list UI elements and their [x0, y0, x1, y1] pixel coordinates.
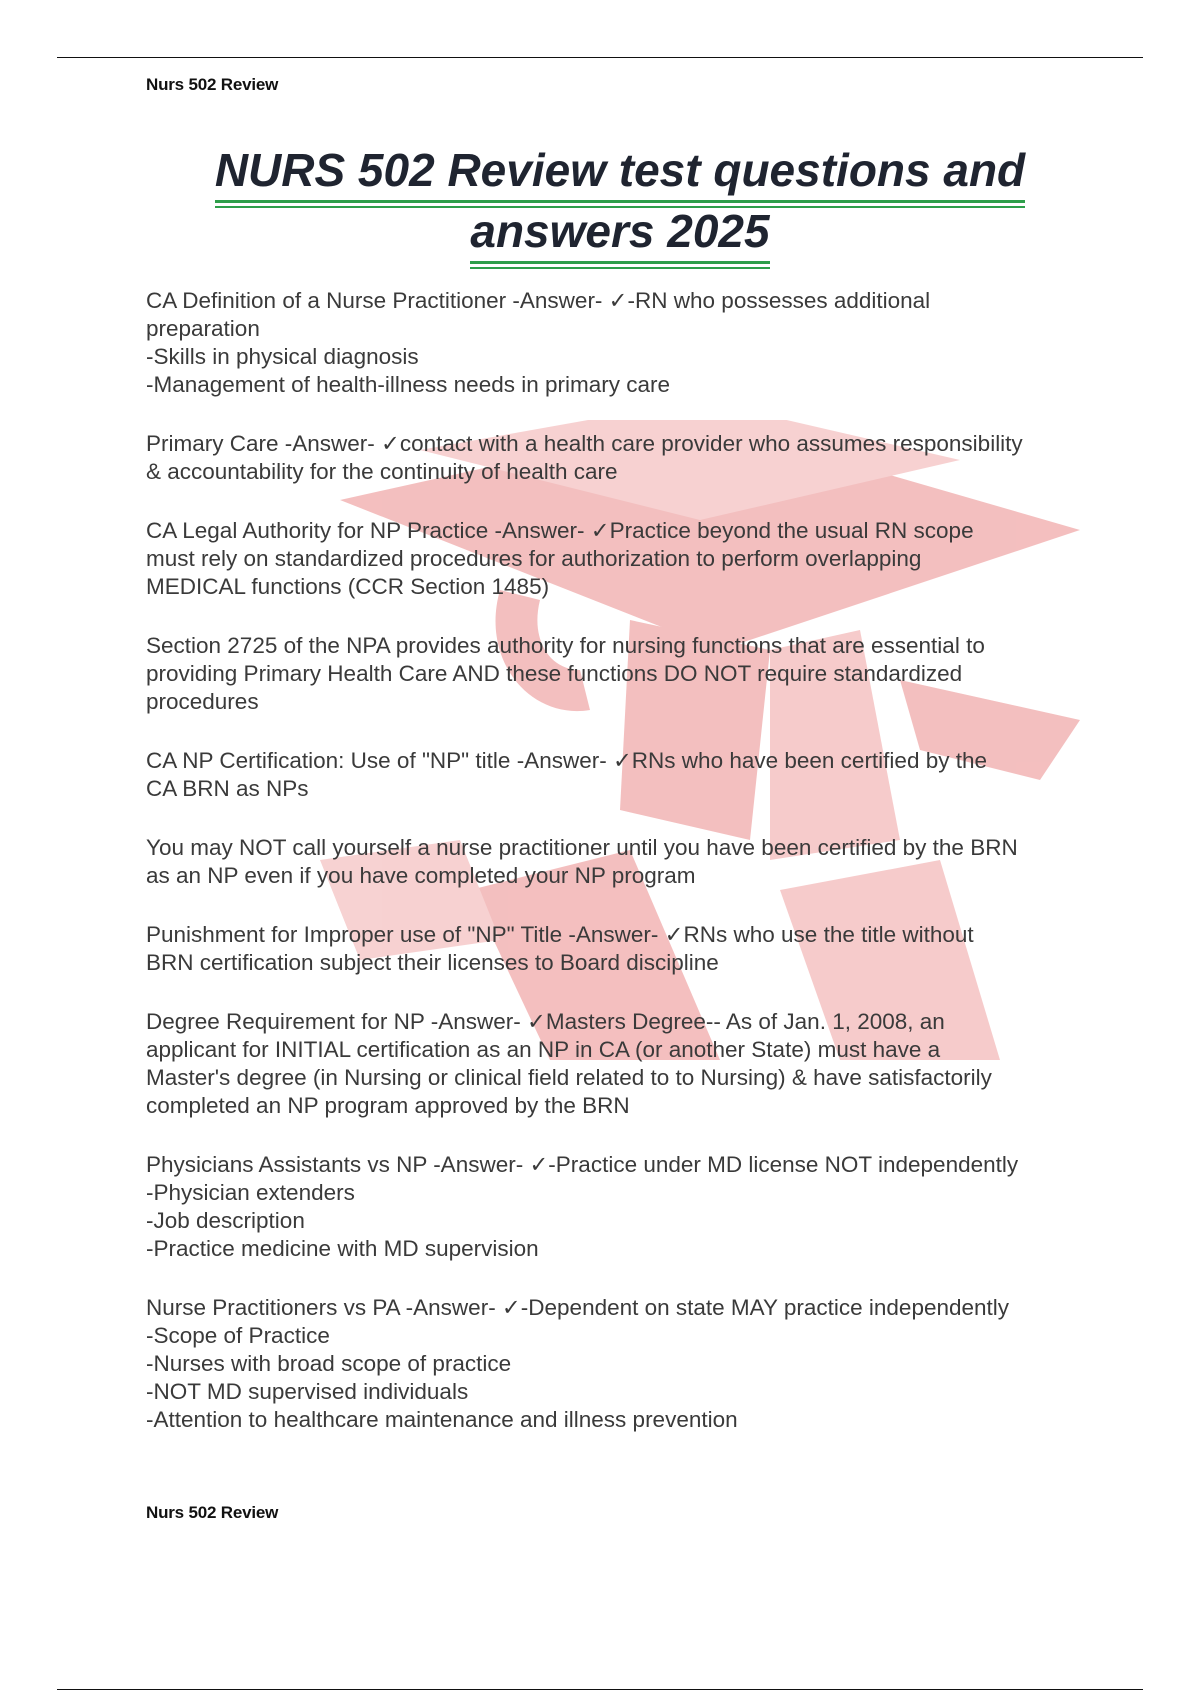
qa-entry [146, 834, 1096, 890]
qa-line: You may NOT call yourself a nurse practitioner until you have been certified by the BRN [146, 835, 1018, 860]
qa-entry [146, 632, 1096, 716]
qa-line: -Scope of Practice [146, 1323, 330, 1348]
qa-line: CA Definition of a Nurse Practitioner -Answer- ✓-RN who possesses additional [146, 288, 931, 313]
qa-entry [146, 921, 1096, 977]
qa-line: CA BRN as NPs [146, 776, 309, 801]
title-line-1: NURS 502 Review test questions and [215, 142, 1025, 203]
qa-entry [146, 1008, 1096, 1120]
qa-line: CA NP Certification: Use of "NP" title -Answer- ✓RNs who have been certified by the [146, 748, 988, 773]
qa-entry [146, 1151, 1096, 1263]
qa-line: Nurse Practitioners vs PA -Answer- ✓-Dependent on state MAY practice independently [146, 1295, 1010, 1320]
running-footer: Nurs 502 Review [146, 1503, 279, 1522]
title-line-2: answers 2025 [470, 203, 769, 264]
qa-line: preparation [146, 316, 260, 341]
qa-line: Degree Requirement for NP -Answer- ✓Masters Degree-- As of Jan. 1, 2008, an [146, 1009, 945, 1034]
qa-line: BRN certification subject their licenses to Board discipline [146, 950, 719, 975]
qa-line: -Practice medicine with MD supervision [146, 1236, 539, 1261]
qa-line: as an NP even if you have completed your NP program [146, 863, 696, 888]
qa-entry [146, 747, 1096, 803]
qa-line: -Management of health-illness needs in primary care [146, 372, 671, 397]
qa-line: -Physician extenders [146, 1180, 355, 1205]
qa-line: providing Primary Health Care AND these functions DO NOT require standardized [146, 661, 963, 686]
qa-line: -Nurses with broad scope of practice [146, 1351, 512, 1376]
qa-line: Primary Care -Answer- ✓contact with a health care provider who assumes responsibility [146, 431, 1023, 456]
qa-line: Punishment for Improper use of "NP" Title -Answer- ✓RNs who use the title without [146, 922, 974, 947]
qa-line: & accountability for the continuity of health care [146, 459, 618, 484]
qa-line: -Job description [146, 1208, 305, 1233]
qa-entry [146, 517, 1096, 601]
qa-line: -Attention to healthcare maintenance and illness prevention [146, 1407, 738, 1432]
qa-line: MEDICAL functions (CCR Section 1485) [146, 574, 550, 599]
qa-entry [146, 430, 1096, 486]
qa-line: -NOT MD supervised individuals [146, 1379, 469, 1404]
qa-entry [146, 287, 1096, 399]
qa-line: CA Legal Authority for NP Practice -Answer- ✓Practice beyond the usual RN scope [146, 518, 974, 543]
top-rule [57, 57, 1143, 58]
qa-line: Physicians Assistants vs NP -Answer- ✓-Practice under MD license NOT independently [146, 1152, 1019, 1177]
running-header: Nurs 502 Review [146, 75, 279, 94]
bottom-rule [57, 1689, 1143, 1690]
qa-list [146, 287, 1096, 1465]
qa-line: Section 2725 of the NPA provides authority for nursing functions that are essential to [146, 633, 985, 658]
qa-line: -Skills in physical diagnosis [146, 344, 419, 369]
qa-line: applicant for INITIAL certification as an NP in CA (or another State) must have a [146, 1037, 941, 1062]
qa-line: Master's degree (in Nursing or clinical field related to to Nursing) & have satisfactorily [146, 1065, 992, 1090]
qa-line: must rely on standardized procedures for authorization to perform overlapping [146, 546, 922, 571]
qa-line: completed an NP program approved by the BRN [146, 1093, 630, 1118]
document-title [150, 142, 1090, 264]
qa-line: procedures [146, 689, 259, 714]
qa-entry [146, 1294, 1096, 1434]
